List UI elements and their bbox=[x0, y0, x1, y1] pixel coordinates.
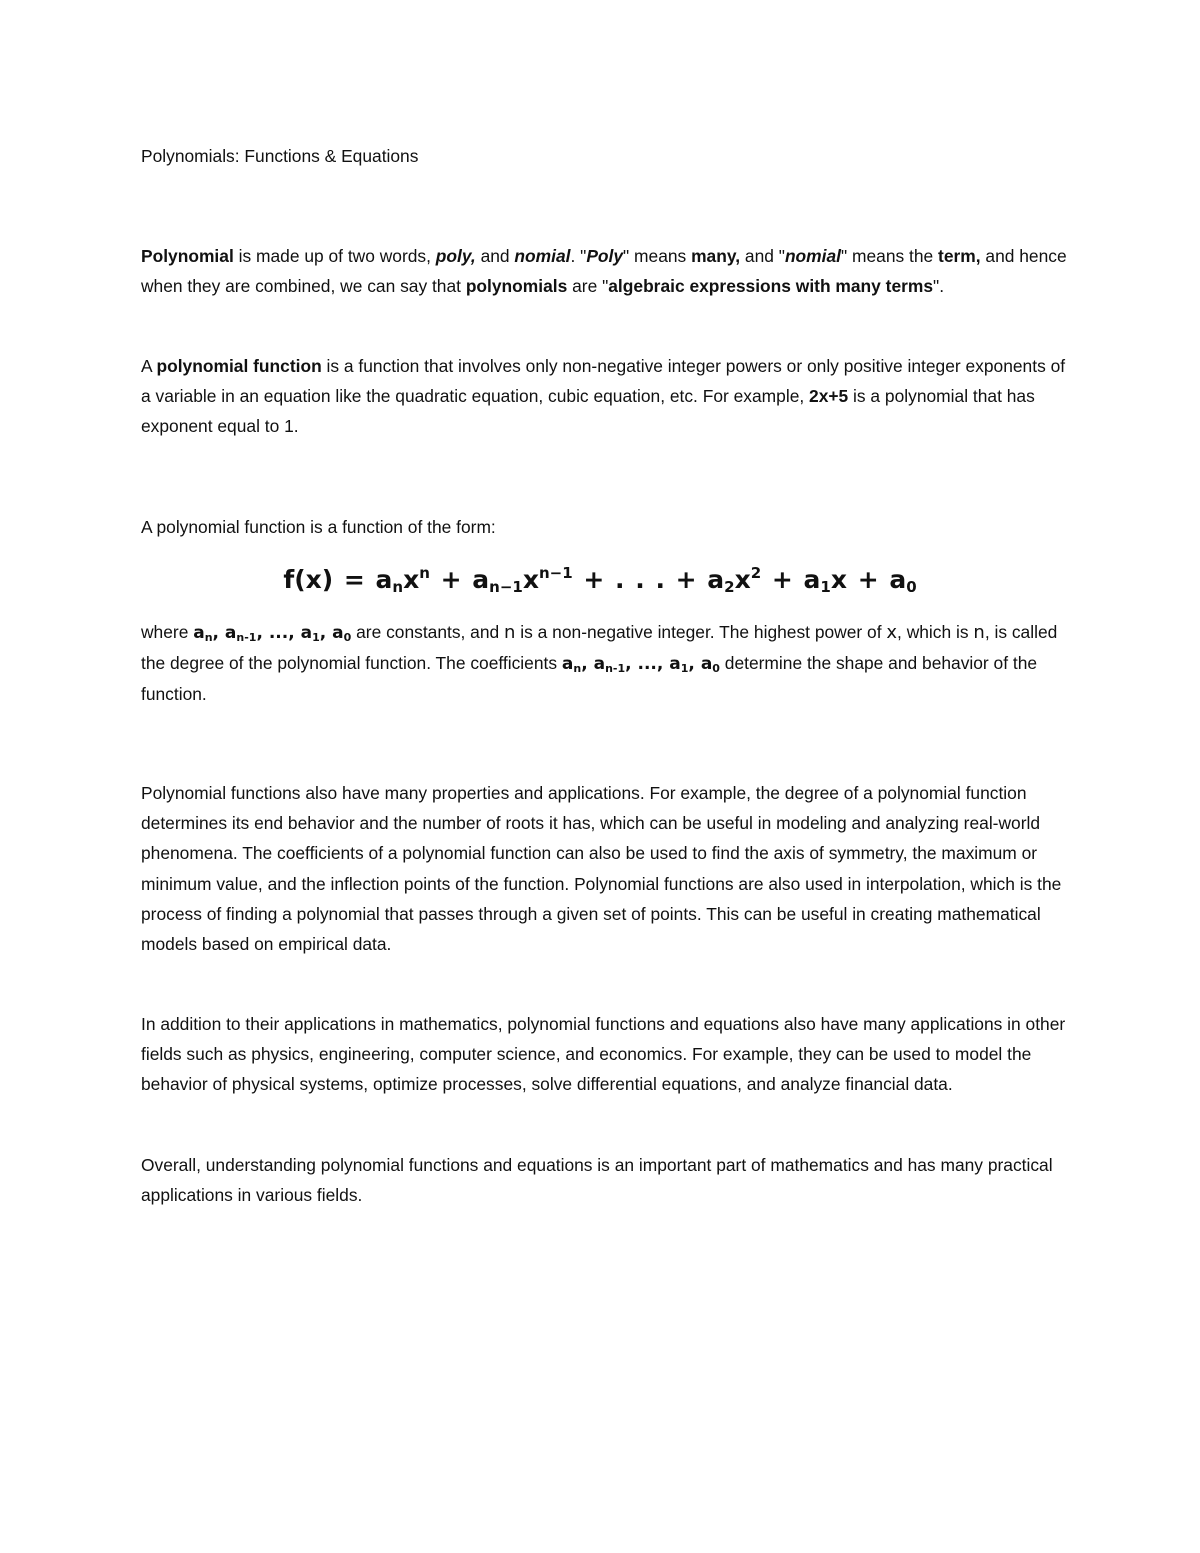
text-bold-italic: poly, bbox=[435, 246, 476, 266]
text-run: " means bbox=[623, 246, 692, 266]
paragraph-coefficients: where $a_n$, $a_{n-1}$, ..., $a_1$, $a_0$ are constants, and n is a non-negative integer. The highest power of x, which is n, is called the degree of the polynomial function. The coefficients $a_n$, $a_{n-1}$, ..., $a_1$, $a_0$ determine the shape and behavior of the function. bbox=[141, 622, 1058, 705]
text-bold: polynomial function bbox=[156, 356, 322, 376]
text-bold: polynomials bbox=[465, 276, 568, 297]
variable-n: n bbox=[973, 622, 985, 643]
paragraph-applications: In addition to their applications in mathematics, polynomial functions and equations also have many applications in other fields such as physics, engineering, computer science, and economics. For example, they can be used to model the behavior of physical systems, optimize processes, solve differential equations, and analyze financial data. bbox=[141, 1014, 1066, 1095]
text-bold-italic: nomial bbox=[784, 246, 841, 266]
text-run: are " bbox=[567, 276, 609, 297]
text-bold: 2x+5 bbox=[809, 386, 849, 407]
coefficient-symbol: $a_n$, $a_{n-1}$, ..., $a_1$, $a_0$ bbox=[561, 654, 720, 676]
text-run: and " bbox=[740, 246, 785, 266]
polynomial-formula: $f(x) = a_nx^n + a_{n-1}x^{n-1}$ + . . . + $a_2x^2 + a_1x + a_0$ bbox=[283, 564, 917, 596]
text-bold: algebraic expressions with many terms bbox=[608, 276, 934, 297]
text-run: is made up of two words, bbox=[233, 246, 436, 266]
text-run: is a polynomial that has exponent equal to 1. bbox=[141, 386, 1035, 437]
text-bold-italic: Poly bbox=[586, 246, 624, 266]
text-bold: term, bbox=[938, 246, 981, 266]
paragraph-polynomial-function bbox=[141, 351, 1071, 442]
coefficient-symbol: $a_n$, $a_{n-1}$, ..., $a_1$, $a_0$ bbox=[193, 623, 352, 644]
text-run: ". bbox=[933, 276, 945, 297]
text-run: and hence when they are combined, we can say that bbox=[141, 246, 1067, 297]
paragraph-form-intro: A polynomial function is a function of the form: bbox=[141, 517, 496, 537]
variable-n: n bbox=[504, 622, 516, 643]
text-run: . " bbox=[570, 246, 587, 266]
text-bold: many, bbox=[691, 246, 741, 266]
text-run: and bbox=[475, 246, 515, 266]
text-run: is a function that involves only non-negative integer powers or only positive integer exponents of a variable in an equation like the quadratic equation, cubic equation, etc. For example, bbox=[141, 356, 1066, 407]
paragraph-properties: Polynomial functions also have many properties and applications. For example, the degree of a polynomial function determines its end behavior and the number of roots it has, which can be useful in modeling and analyzing real-world phenomena. The coefficients of a polynomial function can also be used to find the axis of symmetry, the maximum or minimum value, and the inflection points of the function. Polynomial functions are also used in interpolation, which is the process of finding a polynomial that passes through a given set of points. This can be useful in creating mathematical models based on empirical data. bbox=[141, 783, 1062, 955]
text-bold-italic: nomial bbox=[514, 246, 571, 266]
paragraph-polynomial-definition bbox=[141, 241, 1071, 301]
document-title: Polynomials: Functions & Equations bbox=[141, 146, 419, 166]
variable-x: x bbox=[886, 622, 898, 643]
text-run: " means the bbox=[840, 246, 939, 266]
paragraph-conclusion: Overall, understanding polynomial functions and equations is an important part of mathematics and has many practical applications in various fields. bbox=[141, 1155, 1053, 1206]
text-run: A bbox=[141, 356, 157, 376]
text-bold: Polynomial bbox=[141, 246, 234, 266]
